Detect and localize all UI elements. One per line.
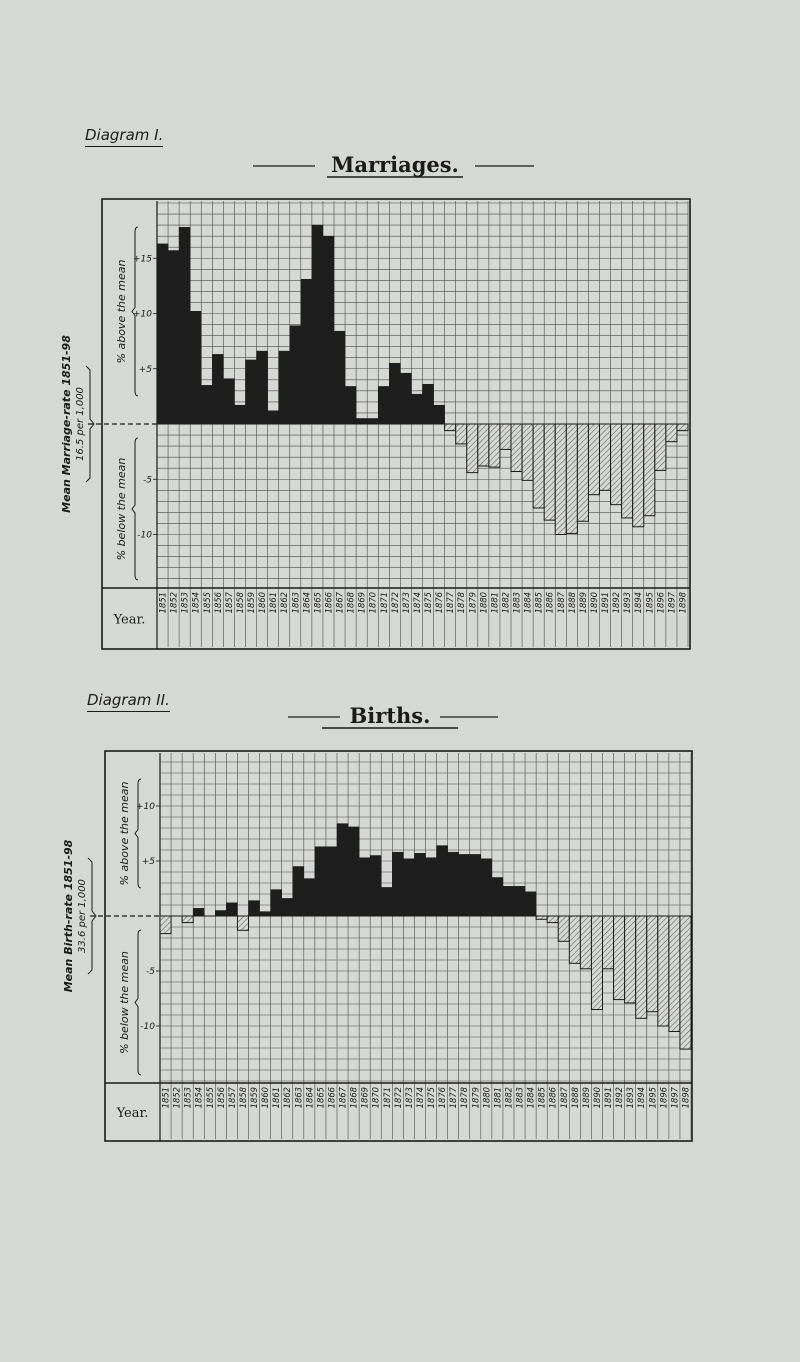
year-label-1867: 1867 xyxy=(334,592,345,614)
year-label-1896: 1896 xyxy=(658,1087,669,1109)
bar-1889 xyxy=(577,424,588,521)
diagram-1-title: Marriages. xyxy=(331,152,459,177)
bar-1856 xyxy=(212,354,223,424)
year-label-1863: 1863 xyxy=(293,1087,304,1109)
bar-1861 xyxy=(271,890,282,916)
year-label-1881: 1881 xyxy=(492,1087,503,1109)
year-row-label: Year. xyxy=(116,1106,149,1121)
bar-1888 xyxy=(566,424,577,533)
bar-1862 xyxy=(279,351,290,424)
y-tick-label: -10 xyxy=(137,530,152,541)
year-label-1884: 1884 xyxy=(522,592,533,614)
bar-1855 xyxy=(201,385,212,424)
year-label-1871: 1871 xyxy=(378,592,389,614)
year-label-1891: 1891 xyxy=(603,1087,614,1109)
year-label-1894: 1894 xyxy=(633,592,644,614)
bar-1879 xyxy=(467,424,478,473)
year-label-1888: 1888 xyxy=(569,1087,580,1109)
year-label-1867: 1867 xyxy=(337,1087,348,1109)
year-label-1874: 1874 xyxy=(411,592,422,614)
year-label-1884: 1884 xyxy=(525,1087,536,1109)
y-tick-labels xyxy=(133,254,157,540)
bar-1895 xyxy=(644,424,655,516)
diagram-2 xyxy=(62,703,692,1141)
year-label-1854: 1854 xyxy=(193,1087,204,1109)
year-label-1878: 1878 xyxy=(459,1087,470,1109)
bar-1866 xyxy=(326,847,337,916)
year-label-1885: 1885 xyxy=(536,1087,547,1109)
bar-1873 xyxy=(403,859,414,916)
year-label-1874: 1874 xyxy=(414,1087,425,1109)
bar-1896 xyxy=(655,424,666,470)
year-label-1896: 1896 xyxy=(655,592,666,614)
above-mean-label: % above the mean xyxy=(115,259,128,364)
bar-1854 xyxy=(193,908,204,916)
year-label-1893: 1893 xyxy=(625,1087,636,1109)
x-tick-labels xyxy=(161,1086,691,1108)
bar-1872 xyxy=(389,363,400,424)
year-label-1882: 1882 xyxy=(500,592,511,614)
bar-1870 xyxy=(367,418,378,424)
year-label-1886: 1886 xyxy=(547,1087,558,1109)
year-label-1873: 1873 xyxy=(400,592,411,614)
bar-1864 xyxy=(304,879,315,916)
year-label-1888: 1888 xyxy=(566,592,577,614)
bar-1852 xyxy=(168,251,179,424)
y-tick-label: +15 xyxy=(133,254,152,265)
year-label-1870: 1870 xyxy=(370,1087,381,1109)
year-label-1866: 1866 xyxy=(323,592,334,614)
year-label-1857: 1857 xyxy=(223,592,234,614)
bar-1894 xyxy=(633,424,644,527)
year-label-1858: 1858 xyxy=(237,1087,248,1109)
above-mean-label: % above the mean xyxy=(118,781,131,886)
bar-1895 xyxy=(647,916,658,1012)
year-label-1853: 1853 xyxy=(182,1087,193,1109)
bar-1897 xyxy=(669,916,680,1032)
bar-1877 xyxy=(445,424,456,431)
bar-1859 xyxy=(246,360,257,424)
bar-1879 xyxy=(470,854,481,916)
year-label-1892: 1892 xyxy=(614,1087,625,1109)
year-label-1862: 1862 xyxy=(279,592,290,614)
bar-1861 xyxy=(268,411,279,424)
year-label-1864: 1864 xyxy=(301,592,312,614)
year-label-1877: 1877 xyxy=(445,592,456,614)
year-label-1891: 1891 xyxy=(600,592,611,614)
year-label-1879: 1879 xyxy=(467,592,478,614)
bar-1868 xyxy=(345,386,356,424)
year-label-1895: 1895 xyxy=(644,592,655,614)
bar-1884 xyxy=(522,424,533,480)
year-label-1893: 1893 xyxy=(622,592,633,614)
bar-1880 xyxy=(478,424,489,466)
year-label-1861: 1861 xyxy=(271,1087,282,1109)
year-label-1887: 1887 xyxy=(555,592,566,614)
year-label-1868: 1868 xyxy=(345,592,356,614)
year-label-1875: 1875 xyxy=(423,592,434,614)
mean-rate-label: Mean Marriage-rate 1851-98 xyxy=(60,335,73,513)
bar-1864 xyxy=(301,279,312,424)
year-label-1854: 1854 xyxy=(190,592,201,614)
year-label-1898: 1898 xyxy=(677,592,688,614)
year-label-1882: 1882 xyxy=(503,1087,514,1109)
year-label-1871: 1871 xyxy=(381,1087,392,1109)
bar-1877 xyxy=(448,852,459,916)
bar-1892 xyxy=(614,916,625,1000)
mean-rate-label: Mean Birth-rate 1851-98 xyxy=(62,839,75,993)
year-label-1887: 1887 xyxy=(558,1087,569,1109)
bar-1882 xyxy=(503,886,514,916)
bar-1894 xyxy=(636,916,647,1018)
bar-1858 xyxy=(237,916,248,930)
bar-1875 xyxy=(426,858,437,916)
year-label-1872: 1872 xyxy=(392,1087,403,1109)
below-brace xyxy=(132,438,138,580)
year-label-1873: 1873 xyxy=(403,1087,414,1109)
year-label-1868: 1868 xyxy=(348,1087,359,1109)
bar-1866 xyxy=(323,236,334,424)
y-tick-label: +10 xyxy=(133,309,152,320)
year-label-1855: 1855 xyxy=(204,1087,215,1109)
year-label-1856: 1856 xyxy=(212,592,223,614)
year-label-1872: 1872 xyxy=(389,592,400,614)
year-label-1877: 1877 xyxy=(448,1087,459,1109)
year-row-label: Year. xyxy=(113,612,146,628)
year-label-1885: 1885 xyxy=(533,592,544,614)
bar-1873 xyxy=(400,373,411,424)
year-label-1858: 1858 xyxy=(234,592,245,614)
below-brace xyxy=(135,930,141,1075)
bar-1890 xyxy=(591,916,602,1010)
bar-1876 xyxy=(434,405,445,424)
year-label-1851: 1851 xyxy=(157,592,168,614)
year-label-1883: 1883 xyxy=(511,592,522,614)
bar-1853 xyxy=(182,916,193,923)
diagram-2-title: Births. xyxy=(349,703,431,728)
year-label-1880: 1880 xyxy=(481,1087,492,1109)
bar-1889 xyxy=(580,916,591,969)
year-label-1865: 1865 xyxy=(315,1087,326,1109)
diagram-2-label: Diagram II. xyxy=(87,691,170,712)
year-label-1880: 1880 xyxy=(478,592,489,614)
bar-1872 xyxy=(392,852,403,916)
bar-1867 xyxy=(334,331,345,424)
year-label-1897: 1897 xyxy=(666,592,677,614)
year-label-1862: 1862 xyxy=(282,1087,293,1109)
year-label-1863: 1863 xyxy=(290,592,301,614)
year-label-1898: 1898 xyxy=(680,1087,691,1109)
bar-1893 xyxy=(625,916,636,1003)
bar-1887 xyxy=(555,424,566,535)
bar-1867 xyxy=(337,824,348,916)
year-label-1859: 1859 xyxy=(249,1087,260,1109)
bar-1859 xyxy=(249,901,260,916)
bar-1869 xyxy=(359,858,370,916)
year-label-1883: 1883 xyxy=(514,1087,525,1109)
bar-1851 xyxy=(157,244,168,424)
bar-1857 xyxy=(223,379,234,424)
year-label-1852: 1852 xyxy=(171,1087,182,1109)
year-label-1860: 1860 xyxy=(260,1087,271,1109)
bar-1858 xyxy=(234,405,245,424)
bar-1891 xyxy=(600,424,611,490)
bar-1886 xyxy=(547,916,558,923)
bar-1885 xyxy=(533,424,544,508)
bar-1898 xyxy=(680,916,691,1049)
year-label-1865: 1865 xyxy=(312,592,323,614)
y-tick-label: +5 xyxy=(141,857,155,867)
bar-1853 xyxy=(179,227,190,424)
year-label-1869: 1869 xyxy=(356,592,367,614)
bar-1890 xyxy=(588,424,599,495)
bar-1863 xyxy=(293,867,304,917)
bar-1883 xyxy=(514,886,525,916)
diagram-1-label: Diagram I. xyxy=(85,126,163,147)
bar-1888 xyxy=(569,916,580,963)
bar-1863 xyxy=(290,326,301,424)
year-label-1856: 1856 xyxy=(215,1087,226,1109)
bar-1865 xyxy=(315,847,326,916)
year-label-1894: 1894 xyxy=(636,1087,647,1109)
bar-1881 xyxy=(489,424,500,467)
bar-1868 xyxy=(348,827,359,916)
year-label-1857: 1857 xyxy=(226,1087,237,1109)
year-label-1881: 1881 xyxy=(489,592,500,614)
below-mean-label: % below the mean xyxy=(115,457,128,561)
y-tick-labels xyxy=(136,802,160,1032)
bar-1860 xyxy=(260,912,271,916)
bar-1898 xyxy=(677,424,688,431)
bar-1874 xyxy=(414,853,425,916)
y-tick-label: +5 xyxy=(138,364,152,375)
year-label-1889: 1889 xyxy=(577,592,588,614)
bar-1884 xyxy=(525,892,536,916)
bar-1875 xyxy=(423,384,434,424)
bar-1860 xyxy=(257,351,268,424)
bar-1869 xyxy=(356,418,367,424)
year-label-1851: 1851 xyxy=(160,1087,171,1109)
bar-1886 xyxy=(544,424,555,520)
bar-1856 xyxy=(215,911,226,917)
bar-1880 xyxy=(481,859,492,916)
bar-1881 xyxy=(492,878,503,917)
below-mean-label: % below the mean xyxy=(118,951,131,1054)
x-tick-labels xyxy=(158,591,688,613)
y-tick-label: -5 xyxy=(143,475,152,486)
year-label-1889: 1889 xyxy=(580,1087,591,1109)
year-label-1855: 1855 xyxy=(201,592,212,614)
above-brace xyxy=(135,779,141,888)
year-label-1890: 1890 xyxy=(591,1087,602,1109)
bar-1878 xyxy=(456,424,467,444)
year-label-1890: 1890 xyxy=(588,592,599,614)
bar-1878 xyxy=(459,854,470,916)
year-label-1866: 1866 xyxy=(326,1087,337,1109)
bar-1862 xyxy=(282,898,293,916)
year-label-1859: 1859 xyxy=(246,592,257,614)
year-label-1897: 1897 xyxy=(669,1087,680,1109)
y-tick-label: -10 xyxy=(140,1022,155,1032)
year-label-1852: 1852 xyxy=(168,592,179,614)
year-label-1870: 1870 xyxy=(367,592,378,614)
year-label-1886: 1886 xyxy=(544,592,555,614)
year-label-1879: 1879 xyxy=(470,1087,481,1109)
bar-1854 xyxy=(190,311,201,424)
bar-1882 xyxy=(500,424,511,449)
bar-1851 xyxy=(160,916,171,934)
bar-1887 xyxy=(558,916,569,941)
bar-1893 xyxy=(622,424,633,518)
y-tick-label: -5 xyxy=(146,967,155,977)
bar-1892 xyxy=(611,424,622,505)
mean-rate-value: 16.5 per 1,000 xyxy=(75,387,86,461)
bar-1871 xyxy=(378,386,389,424)
bar-1883 xyxy=(511,424,522,472)
year-label-1875: 1875 xyxy=(426,1087,437,1109)
year-label-1892: 1892 xyxy=(611,592,622,614)
diagram-1 xyxy=(60,152,690,649)
year-label-1861: 1861 xyxy=(268,592,279,614)
y-tick-label: +10 xyxy=(136,802,155,812)
year-label-1853: 1853 xyxy=(179,592,190,614)
bar-1897 xyxy=(666,424,677,442)
bar-1876 xyxy=(437,846,448,916)
bar-1857 xyxy=(226,903,237,916)
year-label-1860: 1860 xyxy=(257,592,268,614)
bar-1874 xyxy=(411,394,422,424)
year-label-1895: 1895 xyxy=(647,1087,658,1109)
bar-1871 xyxy=(381,887,392,916)
mean-rate-value: 33.6 per 1,000 xyxy=(77,879,88,953)
bar-1891 xyxy=(603,916,614,969)
year-label-1876: 1876 xyxy=(434,592,445,614)
year-label-1864: 1864 xyxy=(304,1087,315,1109)
bar-1896 xyxy=(658,916,669,1026)
year-label-1878: 1878 xyxy=(456,592,467,614)
year-label-1869: 1869 xyxy=(359,1087,370,1109)
bar-1870 xyxy=(370,856,381,917)
bar-1865 xyxy=(312,225,323,424)
year-label-1876: 1876 xyxy=(437,1087,448,1109)
